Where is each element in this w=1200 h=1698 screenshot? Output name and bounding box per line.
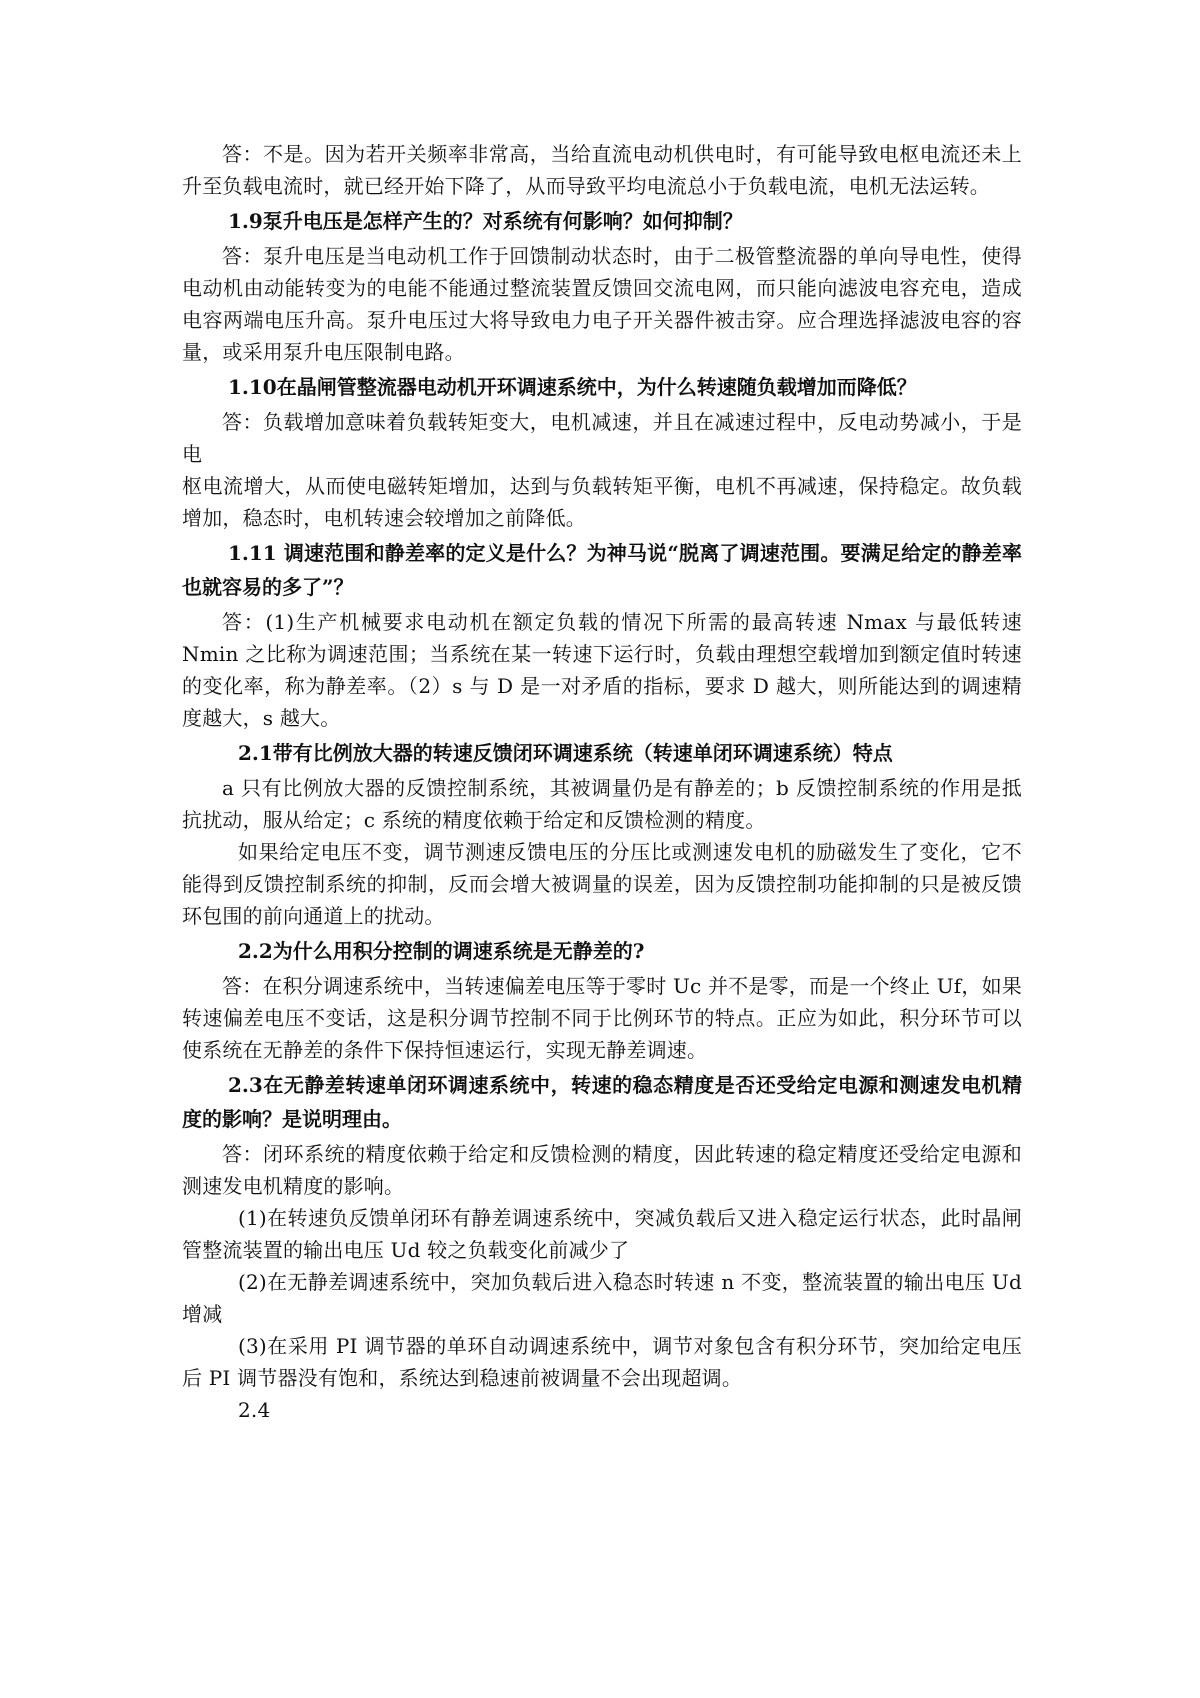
question-heading: 2.3在无静差转速单闭环调速系统中，转速的稳态精度是否还受给定电源和测速发电机精度的影响？是说明理由。 bbox=[182, 1073, 1022, 1131]
question-heading: 2.2为什么用积分控制的调速系统是无静差的? bbox=[238, 939, 645, 963]
list-item-paragraph: (3)在采用 PI 调节器的单环自动调速系统中，调节对象包含有积分环节，突加给定电压后 PI 调节器没有饱和，系统达到稳速前被调量不会出现超调。 bbox=[182, 1334, 1022, 1390]
answer-paragraph: 答：泵升电压是当电动机工作于回馈制动状态时，由于二极管整流器的单向导电性，使得电动机由动能转变为的电能不能通过整流装置反馈回交流电网，而只能向滤波电容充电，造成电容两端电压升高。泵升电压过大将导致电力电子开关器件被击穿。应合理选择滤波电容的容量，或采用泵升电压限制电路。 bbox=[182, 244, 1022, 364]
answer-paragraph: 答：负载增加意味着负载转矩变大，电机减速，并且在减速过程中，反电动势减小，于是电 bbox=[182, 410, 1022, 466]
body-paragraph: a 只有比例放大器的反馈控制系统，其被调量仍是有静差的；b 反馈控制系统的作用是抵抗扰动，服从给定；c 系统的精度依赖于给定和反馈检测的精度。 bbox=[182, 776, 1022, 832]
answer-paragraph: 答：在积分调速系统中，当转速偏差电压等于零时 Uc 并不是零，而是一个终止 Uf，如果转速偏差电压不变话，这是积分调节控制不同于比例环节的特点。正应为如此，积分环节可以使系统在无静差的条件下保持恒速运行，实现无静差调速。 bbox=[182, 974, 1022, 1062]
section-number: 2.4 bbox=[238, 1398, 271, 1422]
question-heading: 1.10在晶闸管整流器电动机开环调速系统中，为什么转速随负载增加而降低？ bbox=[228, 375, 917, 399]
question-heading: 1.9泵升电压是怎样产生的？对系统有何影响？如何抑制？ bbox=[228, 209, 743, 233]
section-heading: 2.1带有比例放大器的转速反馈闭环调速系统（转速单闭环调速系统）特点 bbox=[238, 741, 893, 765]
answer-paragraph: 答：不是。因为若开关频率非常高，当给直流电动机供电时，有可能导致电枢电流还未上升至负载电流时，就已经开始下降了，从而导致平均电流总小于负载电流，电机无法运转。 bbox=[182, 142, 1022, 198]
answer-paragraph-continued: 枢电流增大，从而使电磁转矩增加，达到与负载转矩平衡，电机不再减速，保持稳定。故负载增加，稳态时，电机转速会较增加之前降低。 bbox=[182, 474, 1022, 530]
list-item-paragraph: (2)在无静差调速系统中，突加负载后进入稳态时转速 n 不变，整流装置的输出电压 Ud 增减 bbox=[182, 1270, 1022, 1326]
question-heading: 1.11 调速范围和静差率的定义是什么？为神马说“脱离了调速范围。要满足给定的静差率也就容易的多了”？ bbox=[182, 541, 1022, 599]
answer-paragraph: 答：(1)生产机械要求电动机在额定负载的情况下所需的最高转速 Nmax 与最低转速 Nmin 之比称为调速范围；当系统在某一转速下运行时，负载由理想空载增加到额定值时转速的变化率，称为静差率。（2）s 与 D 是一对矛盾的指标，要求 D 越大，则所能达到的调速精度越大，s 越大。 bbox=[182, 610, 1022, 730]
answer-paragraph: 答：闭环系统的精度依赖于给定和反馈检测的精度，因此转速的稳定精度还受给定电源和测速发电机精度的影响。 bbox=[182, 1142, 1022, 1198]
body-paragraph: 如果给定电压不变，调节测速反馈电压的分压比或测速发电机的励磁发生了变化，它不能得到反馈控制系统的抑制，反而会增大被调量的误差，因为反馈控制功能抑制的只是被反馈环包围的前向通道上的扰动。 bbox=[182, 840, 1022, 928]
document-body bbox=[182, 138, 1022, 1426]
list-item-paragraph: (1)在转速负反馈单闭环有静差调速系统中，突减负载后又进入稳定运行状态，此时晶闸管整流装置的输出电压 Ud 较之负载变化前减少了 bbox=[182, 1206, 1022, 1262]
